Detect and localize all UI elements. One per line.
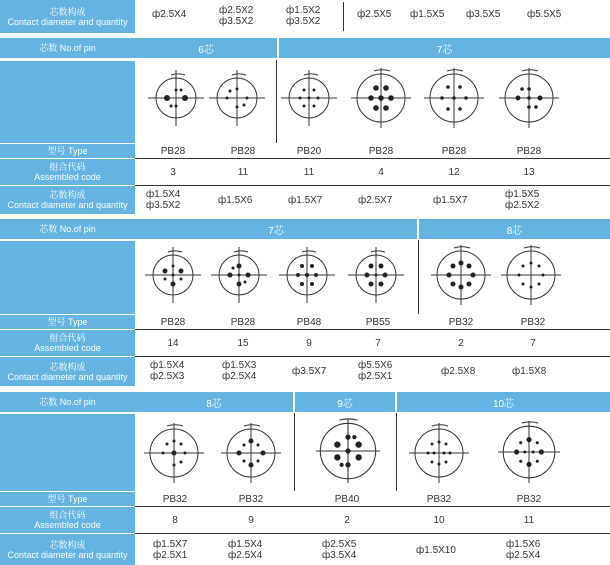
contact-line: ф2.5X1 <box>153 550 188 561</box>
contact-value <box>358 360 392 382</box>
contact-line: ф2.5X3 <box>150 371 185 382</box>
contact-value: ф5.5X5 <box>527 9 562 20</box>
contact-line: ф2.5X2 <box>505 200 540 211</box>
type-cell: PB32 <box>162 493 188 505</box>
type-cell: PB40 <box>334 493 360 505</box>
connector-diagram <box>142 244 204 306</box>
code-cell: 4 <box>378 166 384 178</box>
contact-line: ф3.5X2 <box>146 200 181 211</box>
connector-diagram <box>345 244 407 306</box>
contact-line: ф5.5X6 <box>358 360 393 371</box>
diagram-label <box>0 414 135 491</box>
contact-label <box>0 357 135 386</box>
connector-diagram <box>208 244 270 306</box>
type-cell: PB28 <box>160 145 186 157</box>
contact-value: ф1.5X5 <box>410 9 445 20</box>
type-cell: PB20 <box>296 145 322 157</box>
contact-line: ф2.5X2 <box>219 5 254 16</box>
type-cell: PB28 <box>368 145 394 157</box>
contact-value <box>153 539 187 561</box>
contact-value: ф3.5X7 <box>292 366 327 377</box>
pins-header <box>135 392 610 412</box>
type-cell: PB32 <box>238 493 264 505</box>
connector-diagram <box>500 244 562 306</box>
contact-line: ф1.5X4 <box>146 189 181 200</box>
contact-value: ф1.5X6 <box>218 195 253 206</box>
code-cell: 2 <box>458 337 464 349</box>
code-cell: 11 <box>303 166 315 178</box>
contact-label <box>0 0 135 33</box>
contact-line: ф2.5X1 <box>358 371 393 382</box>
contact-line: ф1.5X4 <box>228 539 263 550</box>
divider <box>135 533 610 534</box>
code-cell: 10 <box>433 514 445 526</box>
pin-group: 8芯 <box>206 398 222 410</box>
contact-value: ф1.5X7 <box>288 195 323 206</box>
label-en: Contact diameter and quantity <box>7 200 128 210</box>
diagram-label <box>0 61 135 143</box>
code-cell: 8 <box>172 514 178 526</box>
pins-label-text: 芯数 No.of pin <box>39 224 96 234</box>
contact-value: ф1.5X10 <box>416 545 456 556</box>
diagram-label <box>0 241 135 314</box>
type-label <box>0 315 135 329</box>
connector-diagram <box>145 67 207 129</box>
contact-line: ф2.5X4 <box>506 550 541 561</box>
code-cell: 15 <box>237 337 249 349</box>
type-cell: PB32 <box>520 316 546 328</box>
contact-line: ф1.5X3 <box>222 360 257 371</box>
type-cell: PB55 <box>365 316 391 328</box>
type-cell: PB28 <box>441 145 467 157</box>
code-cell: 2 <box>344 514 350 526</box>
code-label-en: Assembled code <box>34 172 101 182</box>
contact-line: ф2.5X4 <box>228 550 263 561</box>
pins-header <box>135 38 610 58</box>
pin-group: 7芯 <box>268 225 284 237</box>
type-cell: PB28 <box>230 145 256 157</box>
type-cell: PB32 <box>516 493 542 505</box>
label-cn: 芯数构成 <box>49 190 86 200</box>
divider <box>276 60 277 143</box>
type-cell: PB28 <box>516 145 542 157</box>
connector-diagram <box>278 67 340 129</box>
contact-value: ф1.5X8 <box>512 366 547 377</box>
type-cell: PB48 <box>296 316 322 328</box>
contact-value <box>222 360 256 382</box>
label-en: Contact diameter and quantity <box>7 16 128 27</box>
contact-value <box>150 360 184 382</box>
label-cn: 芯数构成 <box>49 6 86 17</box>
pin-group: 7芯 <box>436 44 453 56</box>
contact-value: ф2.5X5 <box>357 9 392 20</box>
code-cell: 7 <box>530 337 536 349</box>
divider <box>396 413 397 491</box>
pins-label <box>0 219 135 239</box>
connector-diagram <box>315 418 381 484</box>
type-label <box>0 144 135 158</box>
type-cell: PB28 <box>160 316 186 328</box>
connector-diagram <box>423 67 485 129</box>
code-cell: 12 <box>448 166 460 178</box>
code-cell: 7 <box>375 337 381 349</box>
contact-line: ф1.5X4 <box>150 360 185 371</box>
divider <box>294 413 295 491</box>
contact-line: ф2.5X5 <box>322 539 357 550</box>
contact-value <box>286 5 320 27</box>
pin-group: 8芯 <box>506 225 523 237</box>
contact-value: ф2.5X7 <box>358 195 393 206</box>
contact-value: ф3.5X5 <box>466 9 501 20</box>
code-cell: 11 <box>237 166 249 178</box>
contact-value <box>505 189 539 211</box>
code-label-en: Assembled code <box>34 520 101 530</box>
code-cell: 3 <box>170 166 176 178</box>
label-cn: 芯数构成 <box>49 539 86 550</box>
connector-diagram <box>143 422 205 484</box>
contact-line: ф3.5X4 <box>322 550 357 561</box>
code-cell: 9 <box>248 514 254 526</box>
pin-group: 6芯 <box>198 44 214 56</box>
contact-value: ф1.5X7 <box>433 195 468 206</box>
code-label-en: Assembled code <box>34 343 101 353</box>
label-cn: 芯数构成 <box>49 361 86 372</box>
pins-label-text: 芯数 No.of pin <box>39 43 96 53</box>
code-label-cn: 组合代码 <box>49 333 86 343</box>
type-label-text: 型号 Type <box>47 494 88 504</box>
connector-diagram <box>350 67 412 129</box>
type-label-text: 型号 Type <box>47 146 88 156</box>
type-label-text: 型号 Type <box>47 317 88 327</box>
code-cell: 13 <box>523 166 535 178</box>
divider <box>135 185 610 186</box>
connector-diagram <box>220 422 282 484</box>
code-label <box>0 159 135 185</box>
contact-line: ф2.5X4 <box>222 371 257 382</box>
connector-diagram <box>497 420 561 484</box>
connector-diagram <box>276 244 338 306</box>
contact-value <box>506 539 540 561</box>
pin-group: 10芯 <box>492 398 515 410</box>
divider <box>418 240 419 314</box>
contact-line: ф1.5X2 <box>286 5 321 16</box>
pins-label <box>0 38 135 58</box>
divider <box>343 2 344 31</box>
contact-line: ф1.5X7 <box>153 539 188 550</box>
code-cell: 14 <box>167 337 179 349</box>
code-label <box>0 330 135 356</box>
contact-value: ф2.5X4 <box>152 9 187 20</box>
type-cell: PB32 <box>448 316 474 328</box>
contact-line: ф3.5X2 <box>286 16 321 27</box>
label-en: Contact diameter and quantity <box>7 549 128 560</box>
pin-group: 9芯 <box>337 398 353 410</box>
connector-diagram <box>206 67 268 129</box>
pins-header <box>135 219 610 239</box>
type-cell: PB32 <box>426 493 452 505</box>
code-label-cn: 组合代码 <box>49 162 86 172</box>
contact-value <box>322 539 356 561</box>
connector-diagram <box>498 67 560 129</box>
type-label <box>0 492 135 506</box>
code-cell: 9 <box>306 337 312 349</box>
connector-diagram <box>430 244 492 306</box>
contact-label <box>0 186 135 214</box>
type-cell: PB28 <box>230 316 256 328</box>
contact-value <box>219 5 253 27</box>
contact-line: ф3.5X2 <box>219 16 254 27</box>
divider <box>135 356 610 357</box>
label-en: Contact diameter and quantity <box>7 371 128 382</box>
contact-line: ф1.5X6 <box>506 539 541 550</box>
code-label <box>0 507 135 533</box>
contact-value <box>146 189 180 211</box>
contact-line: ф1.5X5 <box>505 189 540 200</box>
pins-label <box>0 392 135 412</box>
contact-value <box>228 539 262 561</box>
code-label-cn: 组合代码 <box>49 510 86 520</box>
contact-label <box>0 534 135 565</box>
pins-label-text: 芯数 No.of pin <box>39 397 96 407</box>
contact-value: ф2.5X8 <box>441 366 476 377</box>
connector-diagram <box>408 422 470 484</box>
code-cell: 11 <box>523 514 535 526</box>
